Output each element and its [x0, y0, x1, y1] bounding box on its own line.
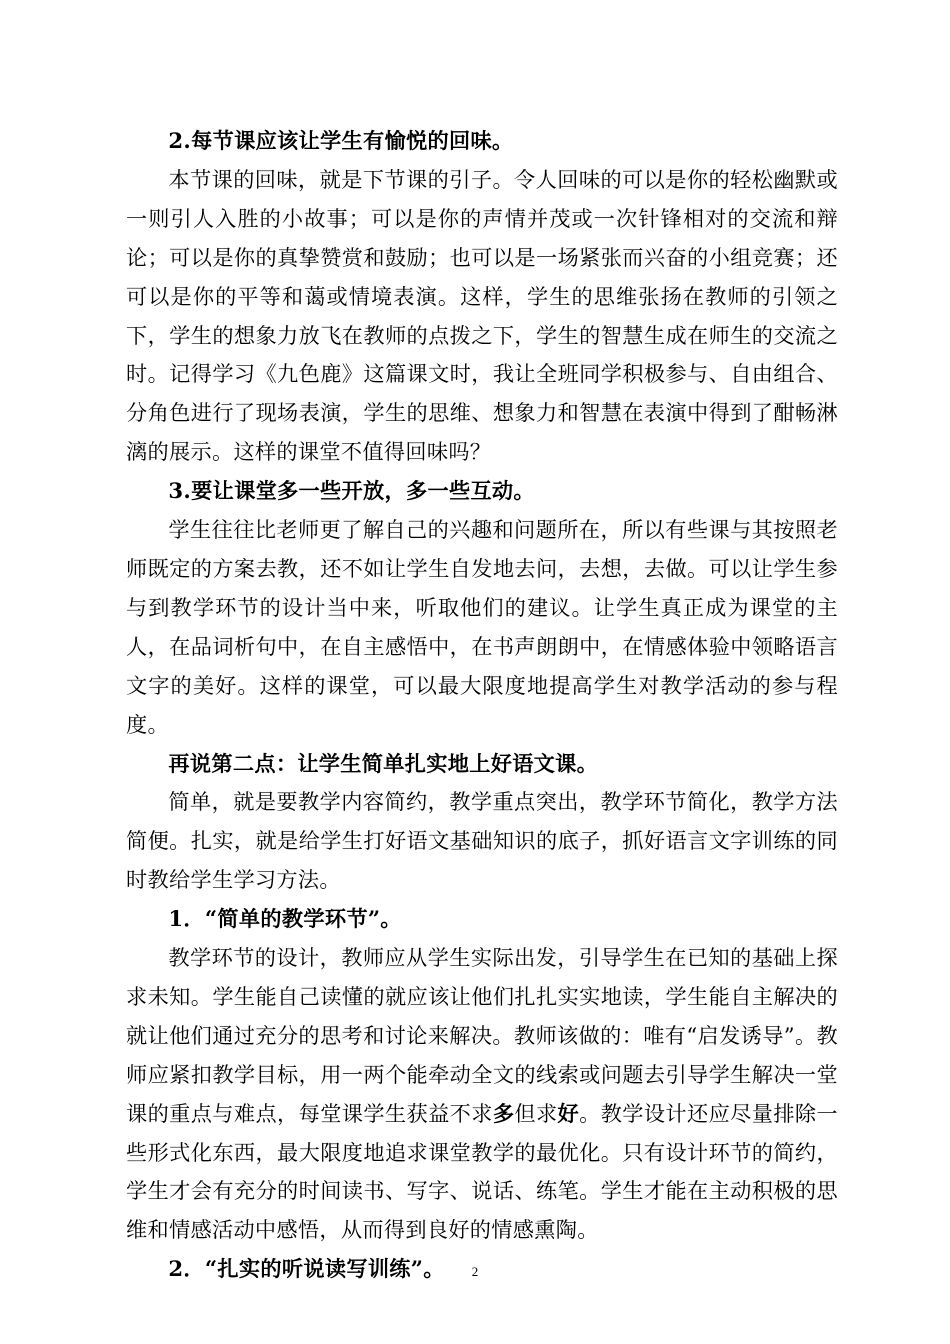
bold-text-run: 好	[557, 1100, 580, 1126]
text-run: 教学环节的设计，教师应从学生实际出发，引导学生在已知的基础上探求未知。学生能自己读懂的就应该让他们扎扎实实地读，学生能自主解决的就让他们通过充分的思考和讨论来解决。教师该做的：唯有“启发诱导”。教师应紧扣教学目标，用一两个能牵动全文的线索或问题去引导学生解决一堂课的重点与难点，每堂课学生获益不求	[126, 945, 838, 1126]
page-number: 2	[471, 1264, 479, 1279]
text-run: 。教学设计还应尽量排除一些形式化东西，最大限度地追求课堂教学的最优化。只有设计环节的简约，学生才会有充分的时间读书、写字、说话、练笔。学生才能在主动积极的思维和情感活动中感悟，从而得到良好的情感熏陶。	[126, 1100, 838, 1243]
bold-text-run: 多	[492, 1100, 515, 1126]
document-body	[126, 122, 838, 1289]
section-heading: 再说第二点：让学生简单扎实地上好语文课。	[168, 750, 599, 776]
body-paragraph: 本节课的回味，就是下节课的引子。令人回味的可以是你的轻松幽默或一则引人入胜的小故事；可以是你的声情并茂或一次针锋相对的交流和辩论；可以是你的真挚赞赏和鼓励；也可以是一场紧张而兴奋的小组竞赛；还可以是你的平等和蔼或情境表演。这样，学生的思维张扬在教师的引领之下，学生的想象力放飞在教师的点拨之下，学生的智慧生成在师生的交流之时。记得学习《九色鹿》这篇课文时，我让全班同学积极参与、自由组合、分角色进行了现场表演，学生的思维、想象力和智慧在表演中得到了酣畅淋漓的展示。这样的课堂不值得回味吗？	[126, 166, 838, 465]
section-heading: 2.每节课应该让学生有愉悦的回味。	[168, 128, 514, 153]
body-paragraph: 学生往往比老师更了解自己的兴趣和问题所在，所以有些课与其按照老师既定的方案去教，还不如让学生自发地去问，去想，去做。可以让学生参与到教学环节的设计当中来，听取他们的建议。让学生真正成为课堂的主人，在品词析句中，在自主感悟中，在书声朗朗中，在情感体验中领略语言文字的美好。这样的课堂，可以最大限度地提高学生对教学活动的参与程度。	[126, 517, 838, 737]
section-heading: 1．“简单的教学环节”。	[168, 906, 402, 932]
body-paragraph: 简单，就是要教学内容简约，教学重点突出，教学环节简化，教学方法简便。扎实，就是给学生打好语文基础知识的底子，抓好语言文字训练的同时教给学生学习方法。	[126, 789, 838, 893]
section-heading: 2．“扎实的听说读写训练”。	[168, 1256, 445, 1282]
body-paragraph	[126, 939, 838, 1250]
section-heading: 3.要让课堂多一些开放，多一些互动。	[168, 478, 535, 504]
text-run: 但求	[514, 1100, 558, 1126]
